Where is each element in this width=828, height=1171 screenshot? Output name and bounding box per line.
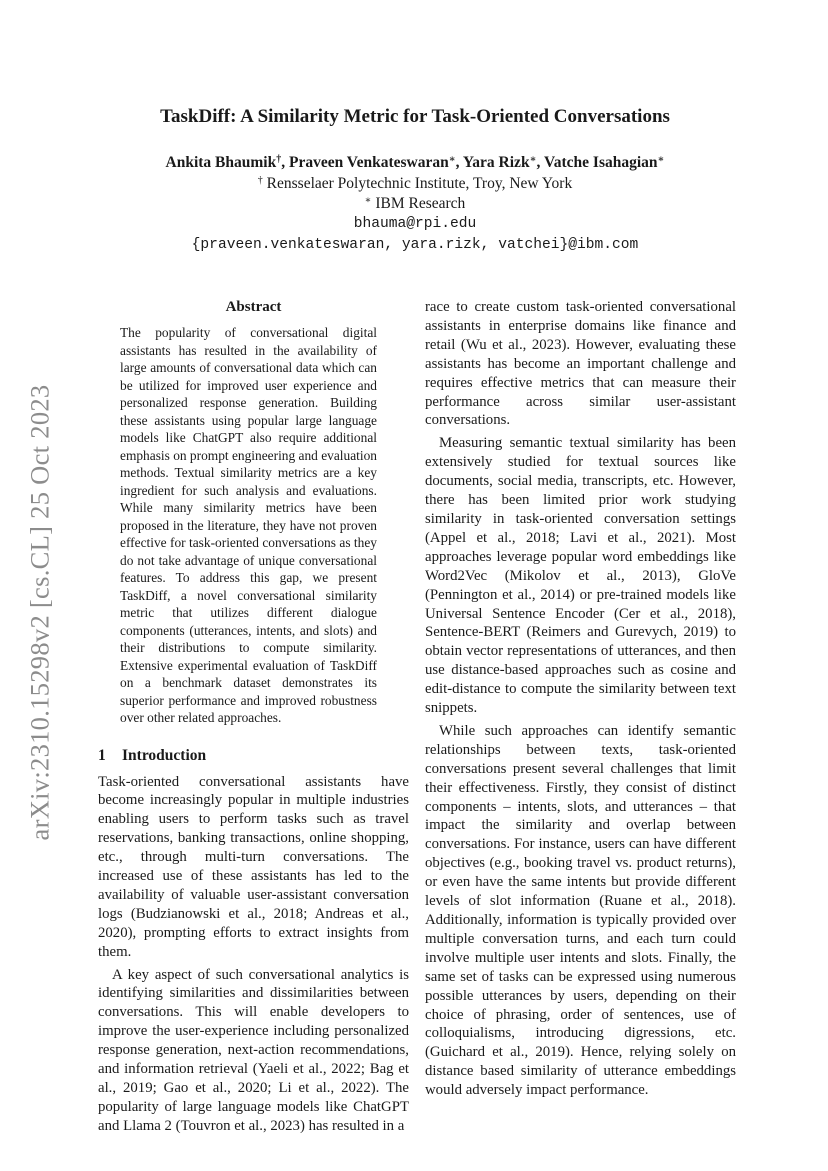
- abstract-text: The popularity of conversational digital assistants has resulted in the availability of large amounts of conversational data which can be utilized for improved user experience and personalized response generation. Building these assistants using popular large language models like ChatGPT also require additional emphasis on prompt engineering and evaluation methods. Textual similarity metrics are a key ingredient for such analysis and evaluations. While many similarity metrics have been proposed in the literature, they have not proven effective for task-oriented conversations as they do not take advantage of unique conversational features. To address this gap, we present TaskDiff, a novel conversational similarity metric that utilizes different dialogue components (utterances, intents, and slots) and their distributions to compute similarity. Extensive experimental evaluation of TaskDiff on a benchmark dataset demonstrates its superior performance and improved robustness over other related approaches.: [120, 325, 377, 725]
- affiliation-rpi: [90, 174, 740, 194]
- section-title: Introduction: [122, 746, 207, 764]
- affiliation-mark: ∗: [364, 195, 372, 206]
- affiliation-text: IBM Research: [371, 195, 466, 212]
- abstract-heading: Abstract: [225, 299, 282, 315]
- arxiv-stamp: [18, 372, 62, 852]
- author-mark: †: [276, 154, 282, 165]
- author-name: Vatche Isahagian: [543, 154, 658, 171]
- author-name: Ankita Bhaumik: [165, 154, 277, 171]
- arxiv-id: arXiv:2310.15298v2 [cs.CL] 25 Oct 2023: [24, 384, 55, 840]
- body-paragraph: While such approaches can identify semantic relationships between texts, task-oriented conversations present several challenges that limit their effectiveness. Firstly, they consist of distinct components – intents, slots, and utterances – that impact the similarity and overlap between conversations. For instance, users can have different objectives (e.g., booking travel vs. product returns), or even have the same intents but provide different levels of slot information (Ruane et al., 2018). Additionally, information is typically provided over multiple conversation turns, and each turn could involve multiple user intents and slots. Finally, the same set of tasks can be expressed using numerous possible utterances by users, depending on their choice of phrasing, order of sentences, use of colloquialisms, introducing digressions, etc. (Guichard et al., 2019). Hence, relying solely on distance based similarity of utterance embeddings would adversely impact performance.: [425, 722, 736, 1099]
- email-rpi: bhauma@rpi.edu: [353, 216, 477, 232]
- author-list: [90, 152, 740, 174]
- author-separator: ,: [536, 154, 544, 171]
- author-name: Yara Rizk: [462, 154, 530, 171]
- intro-paragraph: Task-oriented conversational assistants have become increasingly popular in multiple industries enabling users to perform tasks such as travel reservations, banking transactions, online shopping, etc., through multi-turn conversations. The increased use of these assistants has led to the availability of valuable user-assistant conversation logs (Budzianowski et al., 2018; Andreas et al., 2020), prompting efforts to extract insights from them.: [98, 773, 409, 960]
- author-block: [90, 152, 740, 256]
- intro-paragraph: A key aspect of such conversational analytics is identifying similarities and dissimilarities between conversations. This will enable developers to improve the user-experience including personalized response generation, next-action recommendations, and information retrieval (Yaeli et al., 2022; Bag et al., 2019; Gao et al., 2020; Li et al., 2022). The popularity of large language models like ChatGPT and Llama 2 (Touvron et al., 2023) has resulted in a: [98, 966, 409, 1134]
- affiliation-text: Rensselaer Polytechnic Institute, Troy, New York: [262, 175, 573, 192]
- section-heading: [98, 745, 409, 767]
- author-mark: ∗: [657, 154, 665, 165]
- paper-title: TaskDiff: A Similarity Metric for Task-Oriented Conversations: [160, 106, 670, 127]
- email-ibm: {praveen.venkateswaran, yara.rizk, vatchei}@ibm.com: [191, 237, 639, 253]
- affiliation-mark: †: [257, 175, 263, 186]
- left-column: [98, 298, 409, 1136]
- author-separator: ,: [455, 154, 463, 171]
- body-paragraph: Measuring semantic textual similarity has been extensively studied for textual sources like documents, social media, transcripts, etc. However, there has been limited prior work studying similarity in task-oriented conversation settings (Appel et al., 2018; Lavi et al., 2021). Most approaches leverage popular word embeddings like Word2Vec (Mikolov et al., 2013), GloVe (Pennington et al., 2014) or pre-trained models like Universal Sentence Encoder (Cer et al., 2018), Sentence-BERT (Reimers and Gurevych, 2019) to obtain vector representations of utterances, and then use distance-based approaches such as cosine and edit-distance to compute the similarity between text snippets.: [425, 435, 736, 717]
- author-mark: ∗: [448, 154, 456, 165]
- right-column: [425, 298, 736, 1100]
- section-number: 1: [98, 746, 106, 764]
- affiliation-ibm: [90, 194, 740, 214]
- body-paragraph: race to create custom task-oriented conversational assistants in enterprise domains like finance and retail (Wu et al., 2023). However, evaluating these assistants has become an important challenge and requires effective metrics that can measure their performance across similar user-assistant conversations.: [425, 299, 736, 429]
- author-name: Praveen Venkateswaran: [288, 154, 449, 171]
- author-mark: ∗: [529, 154, 537, 165]
- author-separator: ,: [281, 154, 289, 171]
